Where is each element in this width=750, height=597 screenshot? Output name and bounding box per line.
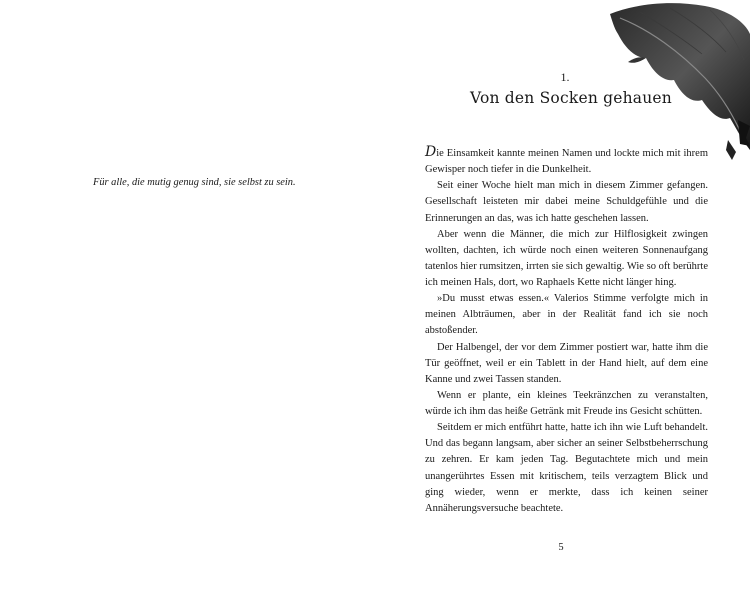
- dedication-text: Für alle, die mutig genug sind, sie selbst zu sein.: [93, 177, 296, 188]
- chapter-number: 1.: [560, 70, 570, 84]
- paragraph: Wenn er plante, ein kleines Teekränzchen zu veranstalten, würde ich ihm das heiße Getränk mit Freude ins Gesicht schütten.: [425, 389, 708, 417]
- chapter-body-text: [425, 145, 708, 517]
- right-page: [375, 0, 750, 597]
- paragraph: Seitdem er mich entführt hatte, hatte ich ihn wie Luft behandelt. Und das begann langsam, aber sicher an seiner Selbstbeherrschung zu zehren. Er kam jeden Tag. Begutachtete mich und mein unangerührtes Essen mit kritischem, teils verzagtem Blick und ging wieder, wenn er merkte, dass ich keinen seiner Annäherungsversuche beachtete.: [425, 422, 708, 514]
- paragraph: [425, 145, 708, 178]
- drop-cap: D: [425, 144, 437, 160]
- paragraph: Aber wenn die Männer, die mich zur Hilflosigkeit zwingen wollten, dachten, ich würde noch einen weiteren Sonnenaufgang tatenlos hier rumsitzen, irrten sie sich gewaltig. Wie so oft berührte ich meinen Hals, dort, wo Raphaels Kette nicht länger hing.: [425, 228, 708, 288]
- paragraph: »Du musst etwas essen.« Valerios Stimme verfolgte mich in meinen Albträumen, aber in der Realität fand ich sie noch abstoßender.: [425, 293, 708, 337]
- chapter-title: Von den Socken gehauen: [470, 89, 672, 107]
- paragraph: Der Halbengel, der vor dem Zimmer postiert war, hatte ihm die Tür geöffnet, weil er ein Tablett in der Hand hielt, auf dem eine Kanne und zwei Tassen standen.: [425, 341, 708, 385]
- paragraph-text: ie Einsamkeit kannte meinen Namen und lockte mich mit ihrem Gewisper noch tiefer in die Dunkelheit.: [425, 148, 708, 176]
- paragraph: Seit einer Woche hielt man mich in diesem Zimmer gefangen. Gesellschaft leisteten mir dabei meine Schuldgefühle und die Erinnerungen an das, was ich hatte geschehen lassen.: [425, 180, 708, 224]
- page-number: 5: [558, 542, 564, 553]
